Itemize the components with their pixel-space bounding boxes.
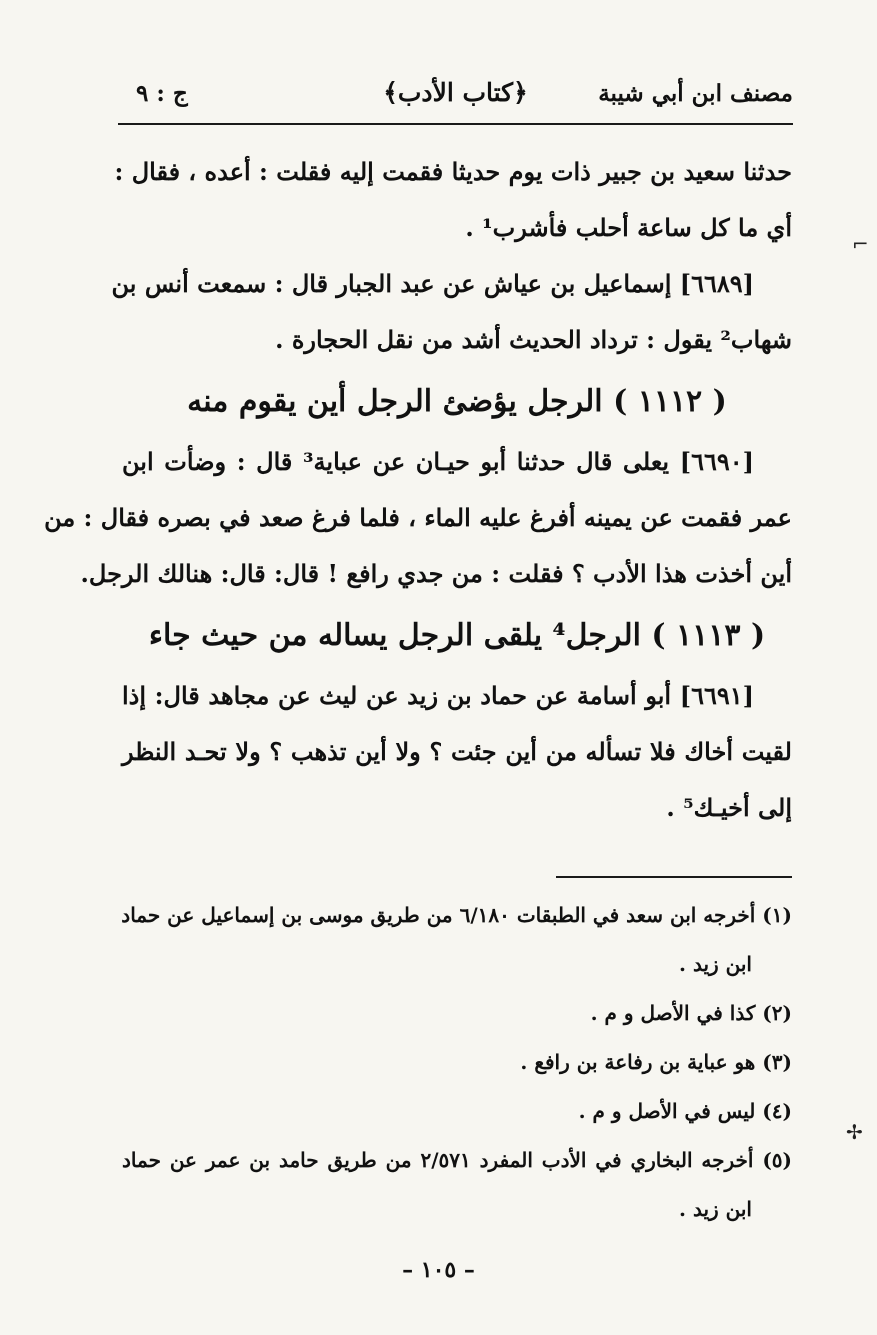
header-divider	[118, 123, 793, 125]
section-heading-1112: ( ١١١٢ ) الرجل يؤضئ الرجل أين يقوم منه	[187, 384, 727, 419]
book-title: مصنف ابن أبي شيبة	[598, 80, 793, 107]
footnote-5: (٥) أخرجه البخاري في الأدب المفرد ٢/٥٧١ من طريق حامد بن عمر عن حماد	[122, 1148, 793, 1172]
text-line: أين أخذت هذا الأدب ؟ فقلت : من جدي رافع ! قال: قال: هنالك الرجل.	[80, 559, 792, 588]
margin-mark-icon: ✢	[846, 1120, 863, 1144]
volume-number: ج : ٩	[136, 80, 188, 107]
chapter-title: ﴿كتاب الأدب﴾	[383, 78, 528, 107]
hadith-6690-start: [٦٦٩٠] يعلى قال حدثنا أبو حيـان عن عباية³ قال : وضأت ابن	[122, 447, 755, 476]
text-line: لقيت أخاك فلا تسأله من أين جئت ؟ ولا أين تذهب ؟ ولا تحـد النظر	[122, 737, 792, 766]
footnote-4: (٤) ليس في الأصل و م .	[578, 1099, 792, 1123]
hadith-6689-start: [٦٦٨٩] إسماعيل بن عياش عن عبد الجبار قال : سمعت أنس بن	[111, 269, 754, 298]
margin-mark-icon: ⌐	[852, 232, 869, 256]
text-line: حدثنا سعيد بن جبير ذات يوم حديثا فقمت إليه فقلت : أعده ، فقال :	[114, 157, 792, 186]
footnote-1: (١) أخرجه ابن سعد في الطبقات ٦/١٨٠ من طريق موسى بن إسماعيل عن حماد	[121, 903, 792, 927]
text-line: شهاب² يقول : ترداد الحديث أشد من نقل الحجارة .	[275, 325, 792, 354]
page-header	[118, 70, 793, 120]
text-line: عمر فقمت عن يمينه أفرغ عليه الماء ، فلما فرغ صعد في بصره فقال : من	[44, 503, 792, 532]
page-number: – ١٠٥ –	[402, 1257, 475, 1283]
section-heading-1113: ( ١١١٣ ) الرجل⁴ يلقى الرجل يساله من حيث جاء	[148, 618, 766, 653]
main-text	[44, 150, 792, 842]
footnote-divider	[556, 876, 792, 878]
footnote-5-continued: ابن زيد .	[679, 1197, 752, 1221]
text-line: أي ما كل ساعة أحلب فأشرب¹ .	[465, 213, 792, 242]
footnote-3: (٣) هو عباية بن رفاعة بن رافع .	[520, 1050, 792, 1074]
footnote-1-continued: ابن زيد .	[679, 952, 752, 976]
footnotes	[122, 895, 792, 1238]
text-line: إلى أخيـك⁵ .	[666, 793, 792, 822]
footnote-2: (٢) كذا في الأصل و م .	[590, 1001, 792, 1025]
hadith-6691-start: [٦٦٩١] أبو أسامة عن حماد بن زيد عن ليث عن مجاهد قال: إذا	[122, 681, 754, 710]
